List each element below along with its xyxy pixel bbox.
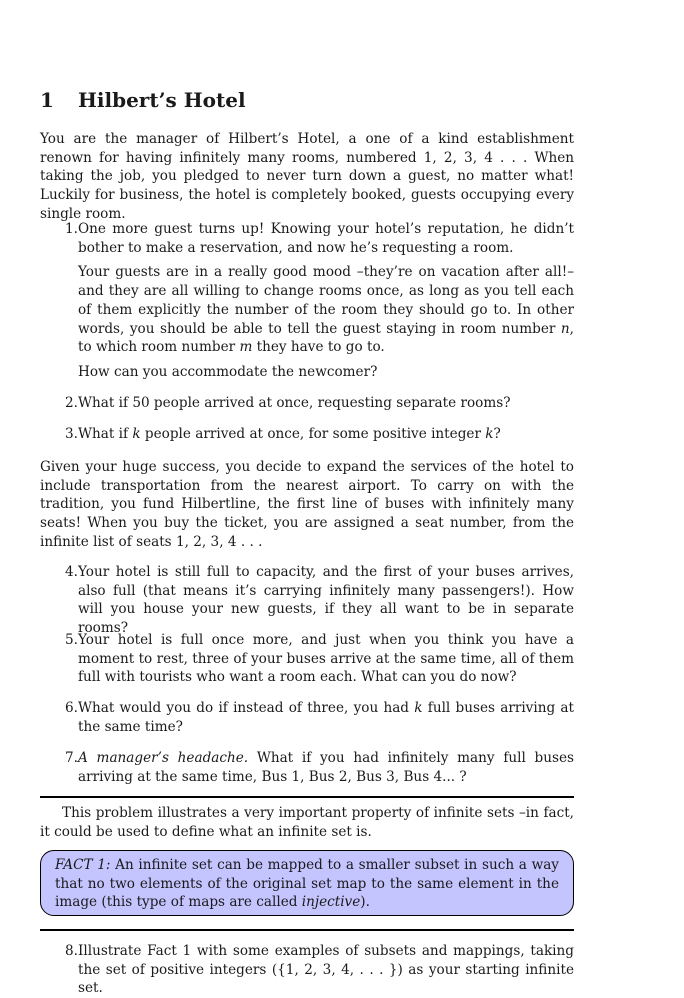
item-1-text: One more guest turns up! Knowing your hotel’s reputation, he didn’t bother to make a reservation, and now he’s requesting a room. — [78, 221, 574, 256]
intro-paragraph: You are the manager of Hilbert’s Hotel, a one of a kind establishment renown for having infinitely many rooms, numbered 1, 2, 3, 4 . . . When taking the job, you pledged to never turn down a guest, no matter what! Luckily for business, the hotel is completely booked, guests occupying every single room. — [40, 131, 574, 222]
item-number: 1. — [65, 221, 78, 237]
item-number: 2. — [65, 395, 78, 411]
section-title: Hilbert’s Hotel — [78, 88, 246, 112]
item-number: 7. — [65, 750, 78, 766]
fact-text: An infinite set can be mapped to a smaller subset in such a way that no two elements of the original set map to the same element in the image (this type of maps are called — [55, 857, 559, 911]
item-2-text: What if 50 people arrived at once, requesting separate rooms? — [78, 395, 511, 411]
item-number: 8. — [65, 943, 78, 959]
item-number: 6. — [65, 700, 78, 716]
horizontal-rule — [40, 796, 574, 798]
item-7-text: A manager’s headache. What if you had infinitely many full buses arriving at the same time, Bus 1, Bus 2, Bus 3, Bus 4... ? — [78, 750, 574, 785]
fact-label: FACT 1: — [55, 857, 111, 873]
item-number: 4. — [65, 564, 78, 580]
item-6-text: What would you do if instead of three, you had k full buses arriving at the same time? — [78, 700, 574, 735]
section-heading — [40, 88, 574, 118]
illustrates-paragraph: This problem illustrates a very important property of infinite sets –in fact, it could be used to define what an infinite set is. — [40, 805, 574, 840]
section-number: 1 — [40, 88, 54, 112]
item-number: 5. — [65, 632, 78, 648]
item-8-text: Illustrate Fact 1 with some examples of subsets and mappings, taking the set of positive integers ({1, 2, 3, 4, . . . }) as your starting infinite set. — [78, 943, 574, 997]
item-4-text: Your hotel is still full to capacity, and the first of your buses arrives, also full (that means it’s carrying infinitely many passengers!). How will you house your new guests, if they all want to be in separate rooms? — [78, 564, 574, 637]
item-number: 3. — [65, 426, 78, 442]
item-1-paragraph-2: Your guests are in a really good mood –they’re on vacation after all!– and they are all willing to change rooms once, as long as you tell each of them explicitly the number of the room they should go to. In other words, you should be able to tell the guest staying in room number n, to which room number m they have to go to. — [78, 264, 574, 356]
item-1-question: How can you accommodate the newcomer? — [78, 363, 378, 380]
buses-paragraph: Given your huge success, you decide to expand the services of the hotel to include transportation from the nearest airport. To carry on with the tradition, you fund Hilbertline, the first line of buses with infinitely many seats! When you buy the ticket, you are assigned a seat number, from the infinite list of seats 1, 2, 3, 4 . . . — [40, 459, 574, 550]
horizontal-rule — [40, 929, 574, 931]
fact-box: FACT 1: An infinite set can be mapped to a smaller subset in such a way that no two elements of the original set map to the same element in the image (this type of maps are called injective). — [40, 850, 574, 916]
item-5-text: Your hotel is full once more, and just when you think you have a moment to rest, three of your buses arrive at the same time, all of them full with tourists who want a room each. What can you do now? — [78, 632, 574, 686]
document-page — [40, 0, 574, 997]
fact-term: injective — [301, 894, 361, 911]
item-3-text: What if k people arrived at once, for some positive integer k? — [78, 426, 501, 442]
